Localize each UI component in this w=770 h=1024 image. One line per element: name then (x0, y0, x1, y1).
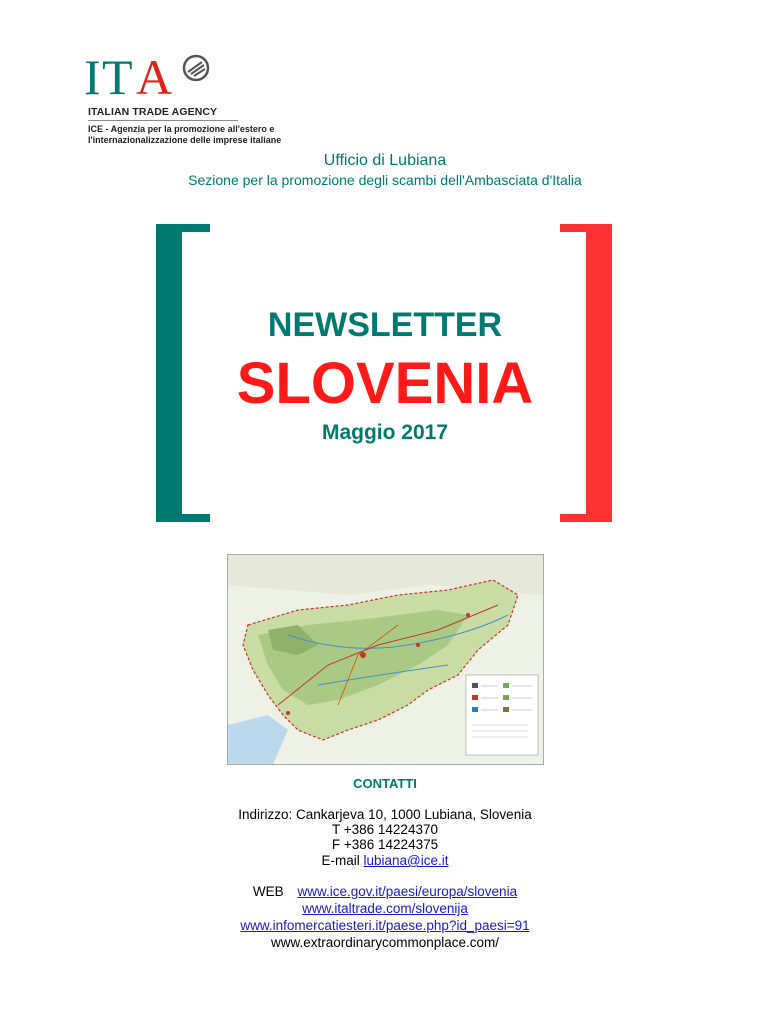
contact-web-row-4: www.extraordinarycommonplace.com/ (270, 935, 500, 950)
svg-text:T: T (102, 50, 133, 102)
web-link-infomercati[interactable]: www.infomercatiesteri.it/paese.php?id_paesi=91 (240, 918, 530, 933)
logo-agency-name: ITALIAN TRADE AGENCY (88, 106, 218, 118)
ita-logo-mark (84, 50, 284, 102)
contact-address: Indirizzo: Cankarjeva 10, 1000 Lubiana, Slovenia (238, 807, 532, 822)
svg-text:A: A (136, 50, 173, 102)
newsletter-heading: NEWSLETTER (267, 306, 503, 344)
web-label: WEB (252, 884, 284, 899)
contact-phone: T +386 14224370 (332, 822, 438, 837)
contact-web-row-3 (0, 918, 770, 933)
office-title: Ufficio di Lubiana (323, 152, 447, 169)
web-link-italtrade[interactable]: www.italtrade.com/slovenija (302, 901, 468, 916)
email-link[interactable]: lubiana@ice.it (363, 853, 449, 868)
logo-divider (88, 120, 238, 121)
contact-fax: F +386 14224375 (331, 837, 439, 852)
contacts-heading: CONTATTI (353, 776, 417, 791)
issue-date: Maggio 2017 (321, 421, 449, 444)
office-subtitle: Sezione per la promozione degli scambi dell'Ambasciata d'Italia (188, 172, 582, 188)
ita-logo (84, 50, 284, 102)
contact-web-row-2 (0, 901, 770, 916)
logo-ice-line1: ICE - Agenzia per la promozione all'estero e (88, 124, 275, 134)
contact-email-row (0, 853, 770, 868)
contact-web-row (0, 884, 770, 899)
web-link-ice[interactable]: www.ice.gov.it/paesi/europa/slovenia (297, 884, 518, 899)
country-heading: SLOVENIA (236, 351, 534, 416)
email-label: E-mail (321, 853, 360, 868)
slovenia-map-image (227, 554, 544, 765)
logo-ice-line2: l'internazionalizzazione delle imprese italiane (88, 135, 282, 145)
svg-text:I: I (84, 50, 101, 102)
